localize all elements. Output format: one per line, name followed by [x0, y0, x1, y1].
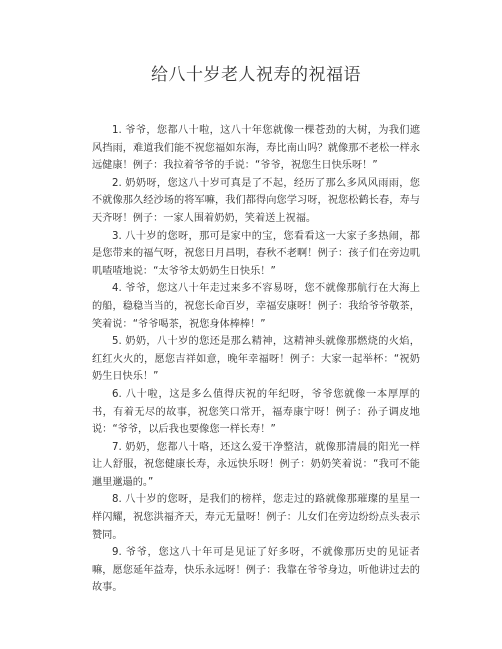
blessing-item-8: 8. 八十岁的您呀，是我们的榜样，您走过的路就像那璀璨的星星一样闪耀，祝您洪福齐天，寿元无量呀！例子：儿女们在旁边纷纷点头表示赞同。: [92, 494, 420, 541]
blessing-item-7: 7. 奶奶，您都八十咯，还这么爱干净整洁，就像那清晨的阳光一样让人舒服，祝您健康长寿，永远快乐呀！例子：奶奶笑着说：“我可不能邋里邋遢的。”: [92, 441, 420, 488]
blessing-item-1: 1. 爷爷，您都八十啦，这八十年您就像一棵苍劲的大树，为我们遮风挡雨，难道我们能不祝您福如东海，寿比南山吗？就像那不老松一样永远健康！例子：我拉着爷爷的手说：“爷爷，祝您生日快乐呀！”: [92, 125, 420, 172]
blessing-item-4: 4. 爷爷，您这八十年走过来多不容易呀，您不就像那航行在大海上的船，稳稳当当的，祝您长命百岁，幸福安康呀！例子：我给爷爷敬茶，笑着说：“爷爷喝茶，祝您身体棒棒！”: [92, 283, 420, 330]
blessing-item-3: 3. 八十岁的您呀，那可是家中的宝，您看看这一大家子多热闹，都是您带来的福气呀，祝您日月昌明，春秋不老啊！例子：孩子们在旁边叽叽喳喳地说：“太爷爷太奶奶生日快乐！”: [92, 230, 420, 277]
blessing-list: [92, 122, 420, 597]
blessing-item-9: 9. 爷爷，您这八十年可是见证了好多呀，不就像那历史的见证者嘛，愿您延年益寿，快乐永远呀！例子：我靠在爷爷身边，听他讲过去的故事。: [92, 547, 420, 594]
blessing-item-6: 6. 八十啦，这是多么值得庆祝的年纪呀，爷爷您就像一本厚厚的书，有着无尽的故事，祝您笑口常开，福寿康宁呀！例子：孙子调皮地说：“爷爷，以后我也要像您一样长寿！”: [92, 388, 420, 436]
document-title: 给八十岁老人祝寿的祝福语: [151, 65, 361, 85]
blessing-item-2: 2. 奶奶呀，您这八十岁可真是了不起，经历了那么多风风雨雨，您不就像那久经沙场的将军嘛，我们都得向您学习呀，祝您松鹤长春，寿与天齐呀！例子：一家人围着奶奶，笑着送上祝福。: [92, 177, 420, 224]
blessing-item-5: 5. 奶奶，八十岁的您还是那么精神，这精神头就像那燃烧的火焰，红红火火的，愿您吉祥如意，晚年幸福呀！例子：大家一起举杯：“祝奶奶生日快乐！”: [92, 336, 420, 383]
